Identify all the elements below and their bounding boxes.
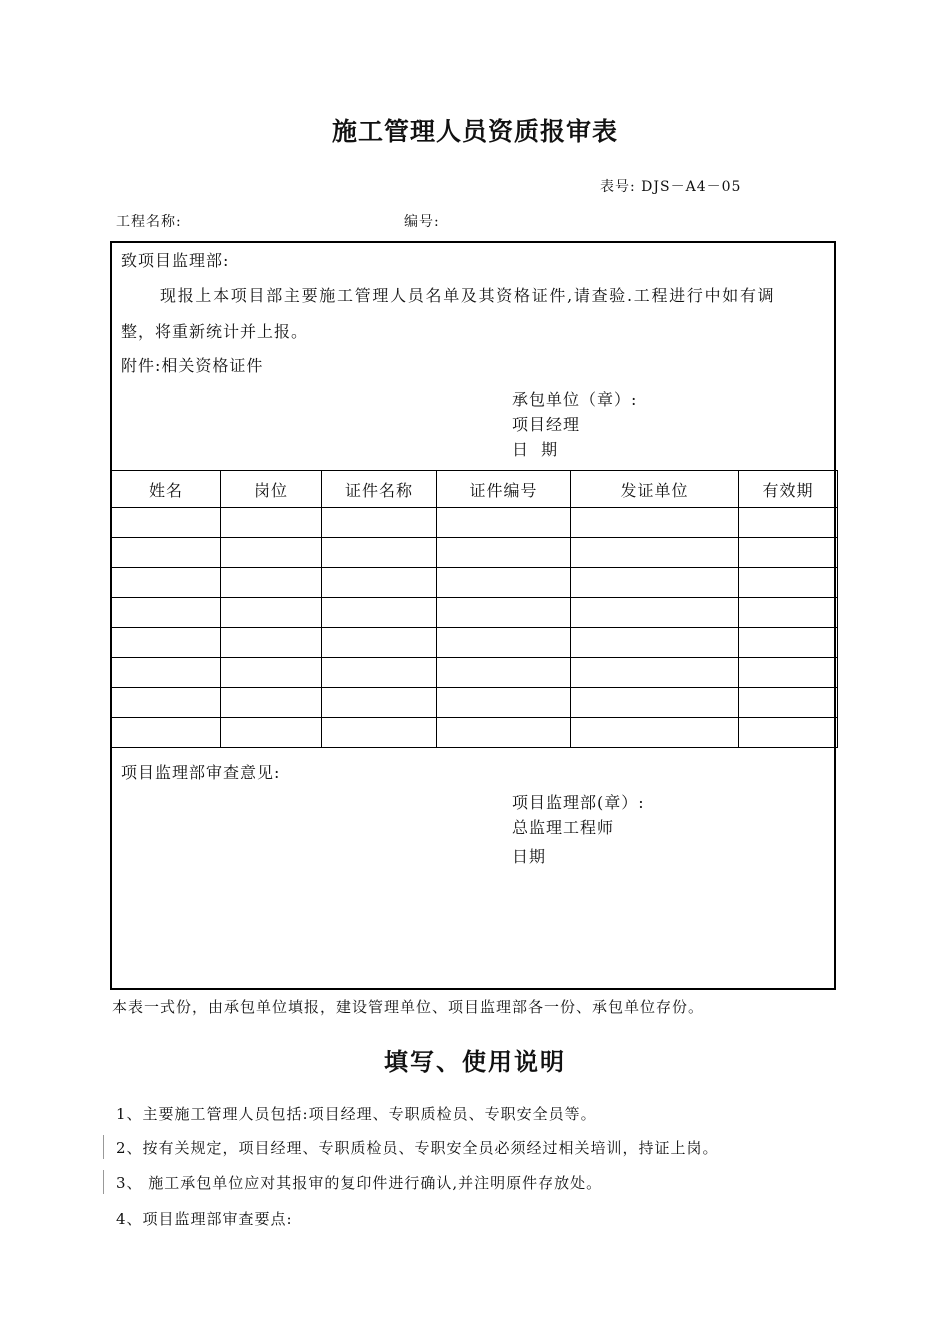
revision-bar: [103, 1170, 104, 1194]
table-cell[interactable]: [221, 508, 322, 538]
table-row: [112, 598, 838, 628]
table-cell[interactable]: [112, 508, 221, 538]
table-cell[interactable]: [221, 598, 322, 628]
table-cell[interactable]: [739, 658, 838, 688]
table-cell[interactable]: [221, 658, 322, 688]
instruction-item: 2、按有关规定，项目经理、专职质检员、专职安全员必须经过相关培训，持证上岗。: [116, 1139, 719, 1157]
table-cell[interactable]: [322, 508, 437, 538]
table-cell[interactable]: [437, 718, 571, 748]
table-cell[interactable]: [739, 538, 838, 568]
table-cell[interactable]: [437, 568, 571, 598]
table-row: [112, 538, 838, 568]
table-cell[interactable]: [571, 538, 739, 568]
table-cell[interactable]: [322, 568, 437, 598]
table-header-row: [112, 471, 838, 508]
header-position: 岗位: [221, 471, 322, 508]
table-cell[interactable]: [437, 508, 571, 538]
table-cell[interactable]: [221, 688, 322, 718]
header-certificate-number: 证件编号: [437, 471, 571, 508]
table-cell[interactable]: [322, 658, 437, 688]
table-cell[interactable]: [571, 628, 739, 658]
table-cell[interactable]: [437, 538, 571, 568]
table-cell[interactable]: [739, 598, 838, 628]
header-issuing-authority: 发证单位: [571, 471, 739, 508]
table-cell[interactable]: [322, 538, 437, 568]
instruction-item: 3、 施工承包单位应对其报审的复印件进行确认,并注明原件存放处。: [116, 1174, 603, 1192]
table-cell[interactable]: [571, 718, 739, 748]
table-cell[interactable]: [739, 688, 838, 718]
table-cell[interactable]: [112, 538, 221, 568]
table-row: [112, 688, 838, 718]
table-cell[interactable]: [112, 658, 221, 688]
footer-note: 本表一式份，由承包单位填报，建设管理单位、项目监理部各一份、承包单位存份。: [112, 998, 705, 1016]
form-number: 表号: DJS－A4－05: [600, 179, 742, 195]
table-cell[interactable]: [322, 628, 437, 658]
table-cell[interactable]: [322, 598, 437, 628]
table-cell[interactable]: [571, 658, 739, 688]
table-row: [112, 658, 838, 688]
table-cell[interactable]: [571, 568, 739, 598]
table-cell[interactable]: [112, 568, 221, 598]
chief-engineer-label: 总监理工程师: [512, 818, 615, 837]
table-cell[interactable]: [571, 598, 739, 628]
table-cell[interactable]: [739, 568, 838, 598]
table-cell[interactable]: [221, 718, 322, 748]
revision-bar: [103, 1135, 104, 1159]
submission-date-label: 日 期: [512, 440, 559, 459]
table-row: [112, 628, 838, 658]
table-cell[interactable]: [112, 628, 221, 658]
addressee: 致项目监理部:: [121, 251, 230, 270]
table-cell[interactable]: [322, 718, 437, 748]
review-date-label: 日期: [512, 847, 547, 866]
instructions-title: 填写、使用说明: [384, 1048, 566, 1076]
table-cell[interactable]: [221, 568, 322, 598]
table-row: [112, 568, 838, 598]
page-title: 施工管理人员资质报审表: [331, 117, 618, 146]
project-manager-label: 项目经理: [512, 415, 581, 434]
review-opinion-label: 项目监理部审查意见:: [121, 763, 281, 782]
table-cell[interactable]: [739, 718, 838, 748]
attachment-label: 附件:相关资格证件: [121, 356, 264, 375]
header-validity: 有效期: [739, 471, 838, 508]
table-row: [112, 508, 838, 538]
number-label: 编号:: [404, 214, 440, 230]
instruction-item: 1、主要施工管理人员包括:项目经理、专职质检员、专职安全员等。: [116, 1105, 597, 1123]
table-cell[interactable]: [437, 688, 571, 718]
personnel-table: [111, 470, 838, 748]
table-cell[interactable]: [221, 538, 322, 568]
supervision-seal-label: 项目监理部(章）:: [512, 793, 645, 812]
table-cell[interactable]: [739, 628, 838, 658]
header-name: 姓名: [112, 471, 221, 508]
table-cell[interactable]: [437, 658, 571, 688]
table-cell[interactable]: [112, 688, 221, 718]
table-cell[interactable]: [739, 508, 838, 538]
table-cell[interactable]: [571, 508, 739, 538]
submission-body-line1: 现报上本项目部主要施工管理人员名单及其资格证件,请查验.工程进行中如有调: [160, 286, 776, 305]
table-cell[interactable]: [112, 598, 221, 628]
table-cell[interactable]: [221, 628, 322, 658]
table-cell[interactable]: [571, 688, 739, 718]
instruction-item: 4、项目监理部审查要点:: [116, 1210, 293, 1228]
contractor-seal-label: 承包单位（章）:: [512, 390, 638, 409]
table-cell[interactable]: [437, 628, 571, 658]
header-certificate-name: 证件名称: [322, 471, 437, 508]
project-name-label: 工程名称:: [116, 214, 182, 230]
table-cell[interactable]: [112, 718, 221, 748]
submission-body-line2: 整，将重新统计并上报。: [121, 322, 309, 341]
table-cell[interactable]: [437, 598, 571, 628]
table-row: [112, 718, 838, 748]
table-cell[interactable]: [322, 688, 437, 718]
